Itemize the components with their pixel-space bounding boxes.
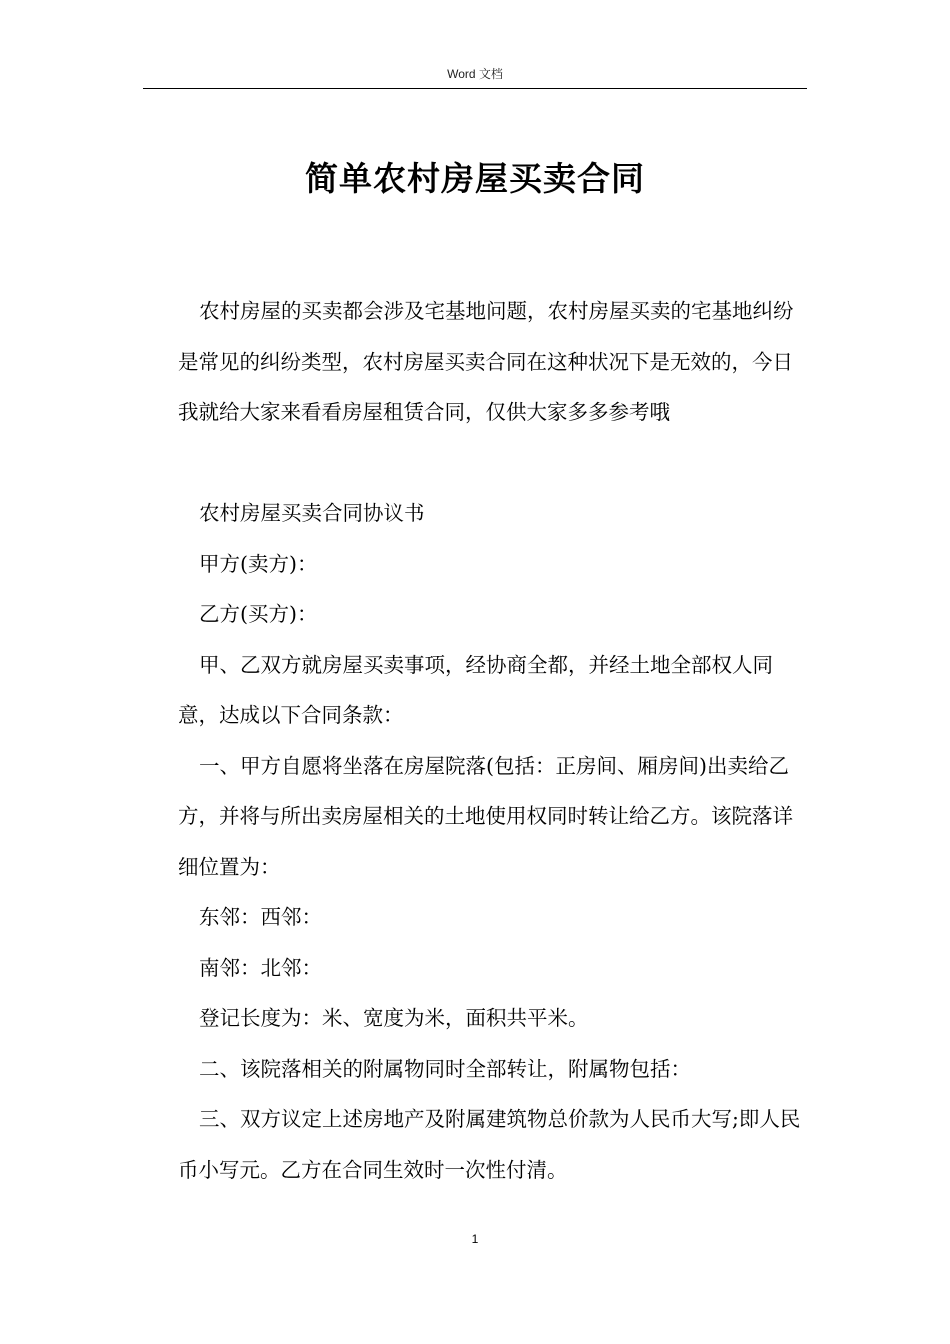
registered-dimensions: 登记长度为：米、宽度为米，面积共平米。 <box>199 1006 589 1030</box>
clause-two: 二、该院落相关的附属物同时全部转让，附属物包括： <box>199 1056 691 1081</box>
document-body <box>178 286 804 1195</box>
header-divider <box>143 88 807 89</box>
page-number: 1 <box>471 1232 479 1246</box>
agreement-preamble: 甲、乙双方就房屋买卖事项，经协商全都，并经土地全部权人同意，达成以下合同条款： <box>178 652 773 727</box>
clause-one: 一、甲方自愿将坐落在房屋院落(包括：正房间、厢房间)出卖给乙方，并将与所出卖房屋相关的土地使用权同时转让给乙方。该院落详细位置为： <box>178 753 793 879</box>
page-header-text: Word 文档 <box>447 67 503 81</box>
agreement-heading: 农村房屋买卖合同协议书 <box>199 501 425 525</box>
intro-paragraph: 农村房屋的买卖都会涉及宅基地问题，农村房屋买卖的宅基地纠纷是常见的纠纷类型，农村房屋买卖合同在这种状况下是无效的，今日我就给大家来看看房屋租赁合同，仅供大家多多参考哦 <box>178 299 794 424</box>
party-a-line: 甲方(卖方)： <box>199 551 318 576</box>
document-title: 简单农村房屋买卖合同 <box>305 159 645 198</box>
east-west-neighbors: 东邻：西邻： <box>199 905 322 929</box>
party-b-line: 乙方(买方)： <box>199 602 318 626</box>
paragraph-spacer <box>178 438 804 489</box>
clause-three: 三、双方议定上述房地产及附属建筑物总价款为人民币大写;即人民币小写元。乙方在合同生效时一次性付清。 <box>178 1107 801 1182</box>
south-north-neighbors: 南邻：北邻： <box>199 955 322 980</box>
